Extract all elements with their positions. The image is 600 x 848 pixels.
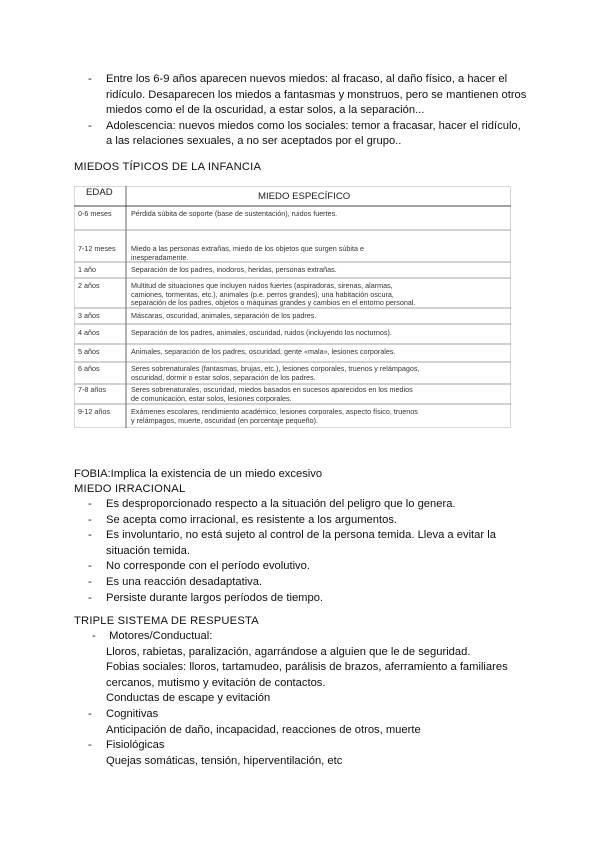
list-item-line: Fobias sociales: lloros, tartamudeo, parálisis de brazos, aferramiento a familiares — [106, 661, 508, 674]
list-item — [88, 528, 546, 559]
list-item-line: Es involuntario, no está sujeto al control de la persona temida. Lleva a evitar la — [106, 529, 496, 542]
list-item-line: Quejas somáticas, tensión, hiperventilación, etc — [106, 754, 343, 767]
bullet-dash: - — [88, 513, 92, 526]
fear-line: Pérdida súbita de soporte (base de sustentación), ruidos fuertes. — [131, 209, 338, 218]
fear-line: oscuridad, dormir o estar solos, separación de los padres. — [131, 372, 316, 382]
table-cell-age: 5 años — [78, 347, 100, 356]
fear-line: camiones, tormentas, etc.), animales (p.e. perros grandes), una habitación oscura, — [131, 289, 394, 299]
list-item-line: miedos como el de la oscuridad, a estar solos, a la separación... — [106, 104, 425, 117]
list-item-line: No corresponde con el período evolutivo. — [106, 560, 310, 573]
list-item-line: Es una reacción desadaptativa. — [106, 575, 263, 588]
list-item — [88, 72, 546, 119]
list-item-line: a las relaciones sexuales, a no ser aceptados por el grupo.. — [106, 135, 402, 148]
list-item — [88, 497, 546, 513]
irrational-bullet-list — [88, 497, 546, 606]
triple-system-list — [88, 629, 546, 769]
list-item-line: Conductas de escape y evitación — [106, 692, 271, 705]
table-cell-age: 7-8 años — [78, 385, 106, 394]
list-item-line: Fisiológicas — [106, 739, 165, 752]
list-item — [88, 513, 546, 529]
list-item-line: Entre los 6-9 años aparecen nuevos miedos: al fracaso, al daño físico, a hacer el — [106, 73, 508, 85]
list-item — [88, 119, 546, 150]
table-cell-fear — [131, 210, 507, 219]
list-item-line: Motores/Conductual: — [106, 630, 213, 642]
table-cell-age: 0-6 meses — [78, 209, 112, 218]
bullet-dash: - — [88, 73, 92, 85]
table-cell-fear — [131, 348, 507, 357]
bullet-dash: - — [88, 591, 92, 604]
triple-system-title: TRIPLE SISTEMA DE RESPUESTA — [74, 615, 259, 627]
fear-line: separación de los padres, objetos o máquinas grandes y cambios en el entorno personal. — [131, 298, 416, 308]
list-item-line: Se acepta como irracional, es resistente a los argumentos. — [106, 513, 398, 526]
table-cell-fear — [131, 329, 507, 338]
table-cell-fear — [131, 266, 507, 275]
list-item-line: Persiste durante largos períodos de tiempo. — [106, 591, 324, 604]
fear-line: de comunicación, estar solos, lesiones corporales. — [131, 393, 292, 403]
bullet-dash: - — [88, 529, 92, 542]
table-cell-fear — [131, 282, 509, 308]
intro-bullet-list — [88, 72, 546, 150]
list-item — [92, 629, 546, 707]
list-item-line: Es desproporcionado respecto a la situación del peligro que lo genera. — [106, 498, 456, 510]
table-cell-age: 1 año — [78, 265, 96, 274]
table-cell-fear — [131, 365, 509, 382]
bullet-dash: - — [88, 498, 92, 510]
fear-line: Multitud de situaciones que incluyen ruidos fuertes (aspiradoras, sirenas, alarmas, — [131, 281, 393, 290]
table-cell-age: 9-12 años — [78, 407, 110, 416]
fear-line: Máscaras, oscuridad, animales, separación de los padres. — [131, 311, 317, 320]
list-item — [88, 575, 546, 591]
table-header-age: EDAD — [86, 187, 113, 198]
irrational-title: MIEDO IRRACIONAL — [74, 483, 186, 495]
table-cell-fear — [131, 386, 509, 403]
bullet-dash: - — [88, 707, 92, 720]
fear-line: Miedo a las personas extrañas, miedo de los objetos que surgen súbita e — [131, 244, 364, 253]
list-item-line: ridículo. Desaparecen los miedos a fantasmas y monstruos, pero se mantienen otros — [106, 88, 527, 101]
list-item-line: Adolescencia: nuevos miedos como los sociales: temor a fracasar, hacer el ridículo, — [106, 119, 521, 132]
bullet-dash: - — [88, 575, 92, 588]
table-header-fear: MIEDO ESPECÍFICO — [258, 191, 351, 202]
table-cell-age: 7-12 meses — [78, 244, 116, 253]
fears-table — [74, 186, 511, 428]
list-item-line: Lloros, rabietas, paralización, agarrándose a alguien que le de seguridad. — [106, 645, 471, 658]
table-cell-fear — [131, 245, 507, 262]
fears-title: MIEDOS TÍPICOS DE LA INFANCIA — [74, 161, 262, 173]
list-item-line: situación temida. — [106, 544, 190, 557]
bullet-dash: - — [88, 560, 92, 573]
table-cell-age: 2 años — [78, 281, 100, 290]
fear-line: inesperadamente. — [131, 252, 189, 262]
fear-line: Seres sobrenaturales (fantasmas, brujas, etc.), lesiones corporales, truenos y relámpagos, — [131, 364, 420, 373]
table-cell-age: 3 años — [78, 311, 100, 320]
list-item — [88, 591, 546, 607]
list-item — [88, 707, 546, 738]
list-item — [88, 738, 546, 769]
list-item — [88, 559, 546, 575]
bullet-dash: - — [92, 630, 96, 642]
table-cell-fear — [131, 408, 509, 425]
fear-line: Exámenes escolares, rendimiento académico, lesiones corporales, aspecto físico, truenos — [131, 407, 418, 416]
table-cell-age: 4 años — [78, 328, 100, 337]
fear-line: Animales, separación de los padres, oscuridad, gente «mala», lesiones corporales. — [131, 347, 396, 356]
bullet-dash: - — [88, 739, 92, 752]
table-cell-age: 6 años — [78, 364, 100, 373]
list-item-line: cercanos, mutismo y evitación de contactos. — [106, 676, 326, 689]
fear-line: Separación de los padres, animales, oscuridad, ruidos (incluyendo los nocturnos). — [131, 328, 392, 337]
fear-line: y relámpagos, muerte, oscuridad (en porcentaje pequeño). — [131, 415, 318, 425]
fear-line: Seres sobrenaturales, oscuridad, miedos basados en sucesos aparecidos en los medios — [131, 385, 413, 394]
phobia-definition: FOBIA:Implica la existencia de un miedo excesivo — [74, 468, 323, 480]
list-item-line: Cognitivas — [106, 707, 159, 720]
list-item-line: Anticipación de daño, incapacidad, reacciones de otros, muerte — [106, 723, 421, 736]
table-cell-fear — [131, 312, 507, 321]
fear-line: Separación de los padres, inodoros, heridas, personas extrañas. — [131, 265, 337, 274]
bullet-dash: - — [88, 119, 92, 132]
